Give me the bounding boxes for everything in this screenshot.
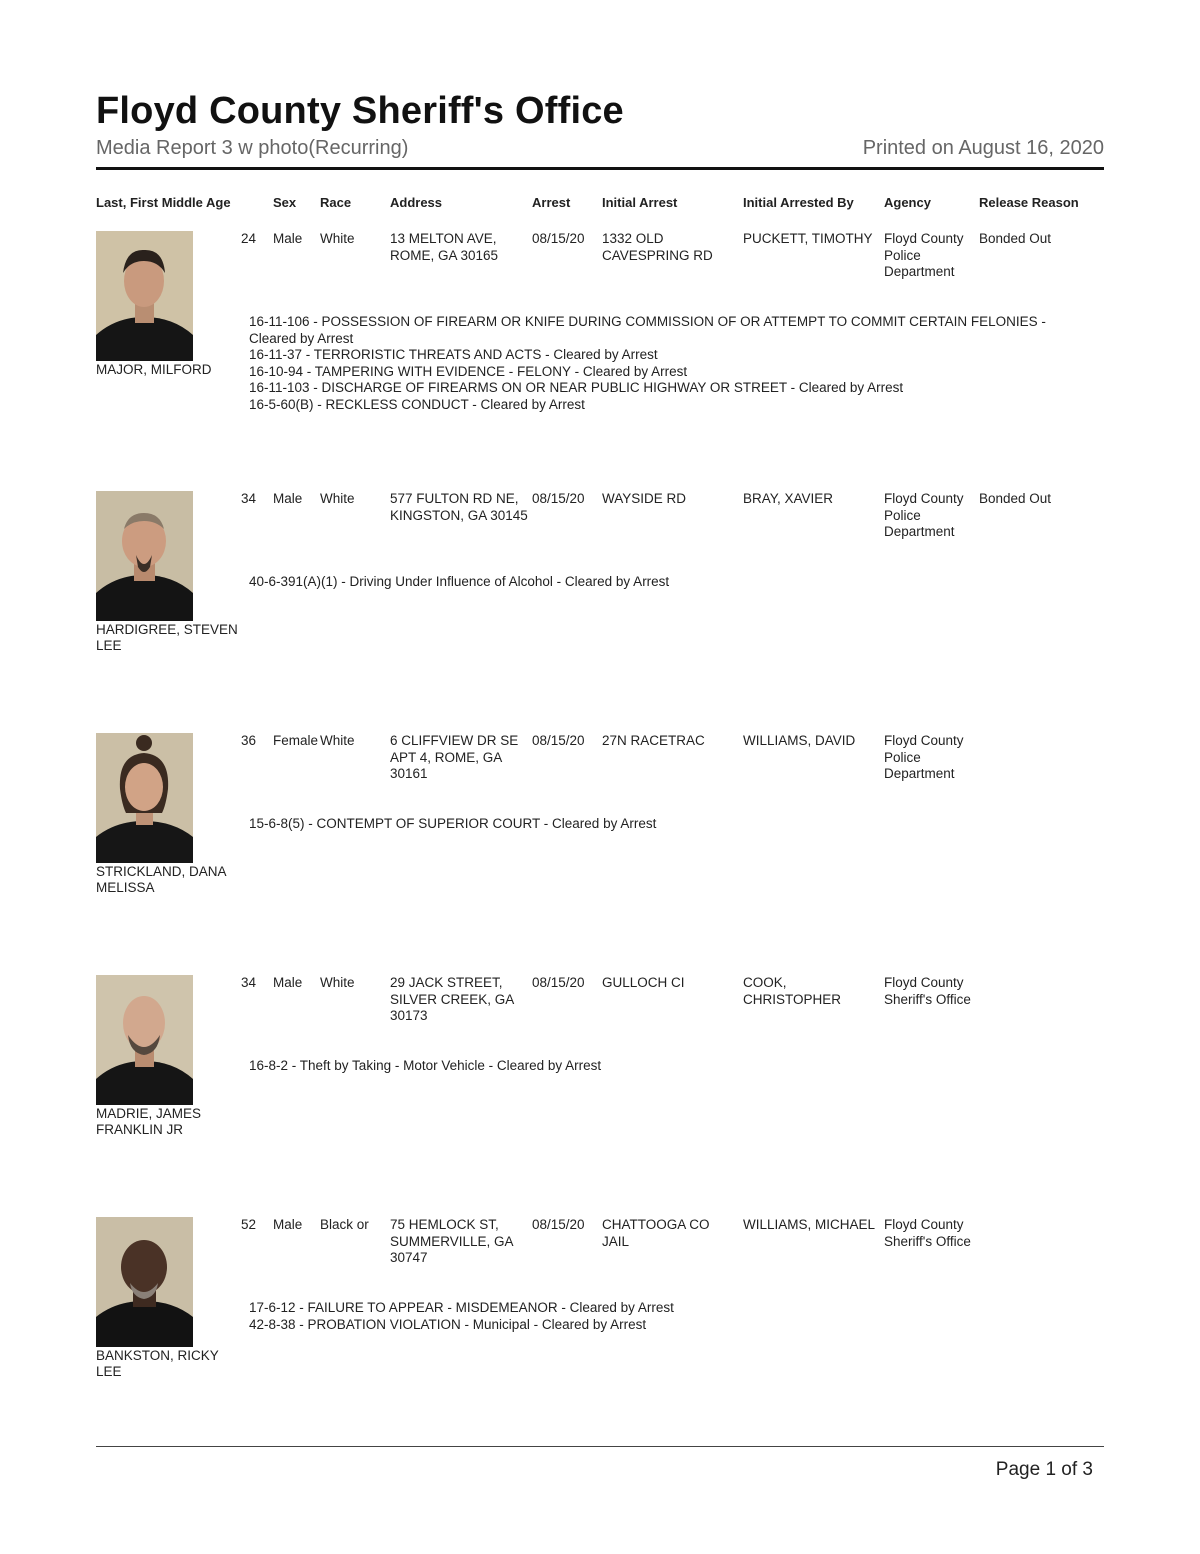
age: 36 — [240, 733, 256, 748]
sex: Male — [273, 1217, 303, 1232]
col-initial-arrest: Initial Arrest — [602, 195, 678, 210]
charge-item: 15-6-8(5) - CONTEMPT OF SUPERIOR COURT - Cleared by Arrest — [249, 816, 657, 831]
initial-arrest: 1332 OLD CAVESPRING RD — [602, 231, 713, 263]
initial-arrest: CHATTOOGA CO JAIL — [602, 1217, 710, 1249]
charges-list — [249, 314, 1089, 413]
agency: Floyd County Police Department — [884, 231, 964, 279]
charge-item: 17-6-12 - FAILURE TO APPEAR - MISDEMEANOR - Cleared by Arrest — [249, 1300, 674, 1315]
header-rule — [96, 167, 1104, 170]
sex: Male — [273, 231, 303, 246]
agency: Floyd County Police Department — [884, 733, 964, 781]
address: 75 HEMLOCK ST, SUMMERVILLE, GA 30747 — [390, 1217, 513, 1265]
charges-list — [249, 1058, 1089, 1075]
inmate-name: MAJOR, MILFORD — [96, 362, 212, 377]
charges-list — [249, 1300, 1089, 1333]
arrest-date: 08/15/20 — [532, 491, 585, 506]
mugshot-photo — [96, 733, 193, 863]
mugshot-photo — [96, 1217, 193, 1347]
arrest-date: 08/15/20 — [532, 733, 585, 748]
race: Black or — [320, 1217, 369, 1232]
agency: Floyd County Police Department — [884, 491, 964, 539]
address: 13 MELTON AVE, ROME, GA 30165 — [390, 231, 499, 263]
mugshot-photo — [96, 231, 193, 361]
inmate-name: HARDIGREE, STEVEN LEE — [96, 622, 238, 653]
arrested-by: PUCKETT, TIMOTHY — [743, 231, 873, 246]
arrest-date: 08/15/20 — [532, 231, 585, 246]
address: 29 JACK STREET, SILVER CREEK, GA 30173 — [390, 975, 514, 1023]
arrest-date: 08/15/20 — [532, 1217, 585, 1232]
initial-arrest: GULLOCH CI — [602, 975, 685, 990]
inmate-name: STRICKLAND, DANA MELISSA — [96, 864, 226, 895]
col-release: Release Reason — [979, 195, 1079, 210]
footer-rule — [96, 1446, 1104, 1447]
arrested-by: WILLIAMS, DAVID — [743, 733, 856, 748]
arrest-date: 08/15/20 — [532, 975, 585, 990]
mugshot-photo — [96, 491, 193, 621]
arrest-record — [0, 1217, 1200, 1457]
col-sex: Sex — [273, 195, 297, 210]
arrested-by: WILLIAMS, MICHAEL — [743, 1217, 876, 1232]
age: 52 — [240, 1217, 256, 1232]
col-arrest: Arrest — [532, 195, 571, 210]
col-agency: Agency — [884, 195, 931, 210]
release-reason: Bonded Out — [979, 231, 1052, 246]
charge-item: 16-11-106 - POSSESSION OF FIREARM OR KNIFE DURING COMMISSION OF OR ATTEMPT TO COMMIT CERTAIN FELONIES - Cleared by Arrest — [249, 314, 1046, 346]
inmate-name: BANKSTON, RICKY LEE — [96, 1348, 219, 1379]
charge-item: 42-8-38 - PROBATION VIOLATION - Municipal - Cleared by Arrest — [249, 1316, 647, 1332]
release-reason: Bonded Out — [979, 491, 1052, 506]
agency: Floyd County Sheriff's Office — [884, 1217, 971, 1249]
printed-date: Printed on August 16, 2020 — [862, 137, 1104, 159]
col-race: Race — [320, 195, 352, 210]
charge-item: 16-10-94 - TAMPERING WITH EVIDENCE - FELONY - Cleared by Arrest — [249, 363, 688, 379]
page-number: Page 1 of 3 — [995, 1459, 1093, 1480]
charge-item: 16-8-2 - Theft by Taking - Motor Vehicle - Cleared by Arrest — [249, 1058, 602, 1073]
sex: Female — [273, 733, 319, 748]
age: 34 — [240, 491, 256, 506]
charges-list — [249, 574, 1089, 591]
initial-arrest: 27N RACETRAC — [602, 733, 705, 748]
arrest-record — [0, 975, 1200, 1215]
report-subtitle: Media Report 3 w photo(Recurring) — [96, 137, 409, 159]
charge-item: 40-6-391(A)(1) - Driving Under Influence of Alcohol - Cleared by Arrest — [249, 574, 670, 589]
charges-list — [249, 816, 1089, 833]
charge-item: 16-11-103 - DISCHARGE OF FIREARMS ON OR NEAR PUBLIC HIGHWAY OR STREET - Cleared by Arrest — [249, 380, 904, 395]
race: White — [320, 491, 355, 506]
arrested-by: BRAY, XAVIER — [743, 491, 834, 506]
col-name: Last, First Middle Age — [96, 195, 231, 210]
sex: Male — [273, 975, 303, 990]
age: 24 — [240, 231, 256, 246]
race: White — [320, 733, 355, 748]
arrest-record — [0, 231, 1200, 471]
inmate-name: MADRIE, JAMES FRANKLIN JR — [96, 1106, 202, 1137]
col-address: Address — [390, 195, 443, 210]
charge-item: 16-11-37 - TERRORISTIC THREATS AND ACTS - Cleared by Arrest — [249, 347, 658, 362]
col-arrested-by: Initial Arrested By — [743, 195, 854, 210]
arrest-record — [0, 491, 1200, 731]
agency: Floyd County Sheriff's Office — [884, 975, 971, 1007]
arrest-record — [0, 733, 1200, 973]
address: 6 CLIFFVIEW DR SE APT 4, ROME, GA 30161 — [390, 733, 519, 781]
mugshot-photo — [96, 975, 193, 1105]
charge-item: 16-5-60(B) - RECKLESS CONDUCT - Cleared by Arrest — [249, 396, 585, 412]
age: 34 — [240, 975, 256, 990]
initial-arrest: WAYSIDE RD — [602, 491, 687, 506]
address: 577 FULTON RD NE, KINGSTON, GA 30145 — [390, 491, 528, 523]
sex: Male — [273, 491, 303, 506]
arrested-by: COOK, CHRISTOPHER — [743, 975, 842, 1007]
race: White — [320, 231, 355, 246]
report-title: Floyd County Sheriff's Office — [96, 90, 624, 132]
race: White — [320, 975, 355, 990]
